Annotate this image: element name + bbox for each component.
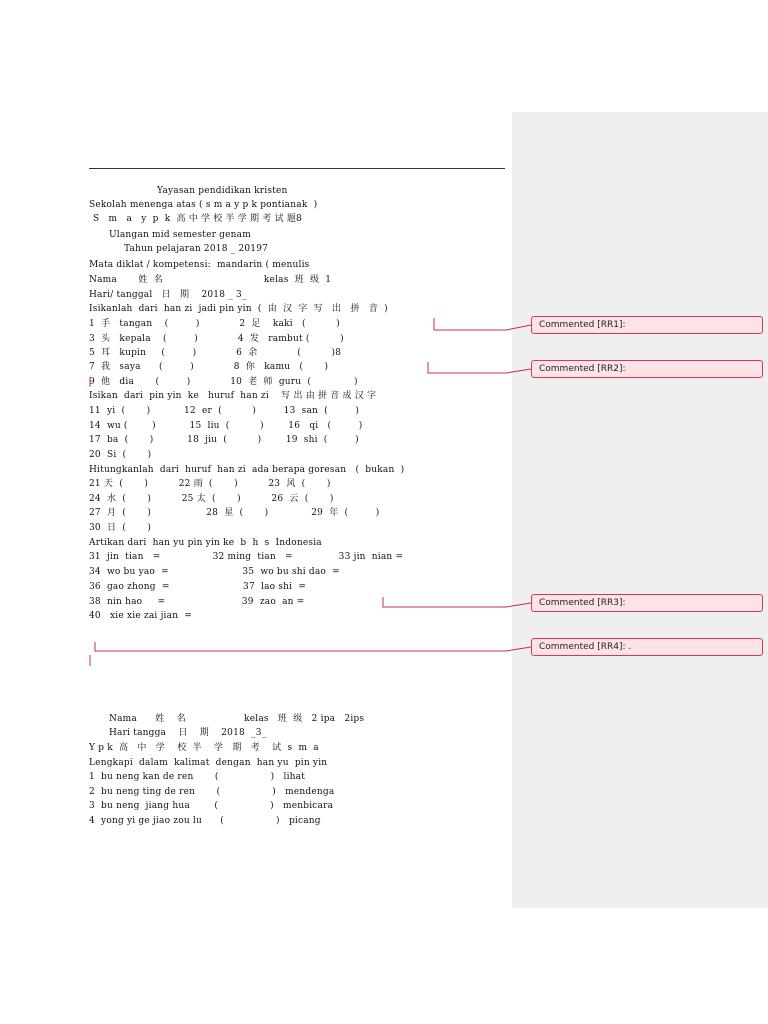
exam-title-2: Y p k 高 中 学 校 半 学 期 考 试 s m a: [89, 743, 319, 753]
name-class-line-2: Nama 姓 名 kelas 班 级 2 ipa 2ips: [109, 714, 365, 724]
connector-rr4: [95, 642, 531, 651]
connector-rr3: [383, 597, 531, 607]
question-row: 1 手 tangan ( ) 2 足 kaki ( ): [89, 319, 340, 329]
section-instruction-2: Lengkapi dalam kalimat dengan han yu pin yin: [89, 758, 328, 768]
question-row: 14 wu ( ) 15 liu ( ) 16 qi ( ): [89, 421, 363, 431]
comment-rr4[interactable]: Commented [RR4]: .: [531, 638, 763, 656]
question-row: 7 我 saya ( ) 8 你 kamu ( ): [89, 362, 329, 372]
name-class-line: Nama 姓 名 kelas 班 级 1: [89, 275, 332, 285]
question-row: 3 头 kepala ( ) 4 发 rambut ( ): [89, 334, 344, 344]
comment-rr3[interactable]: Commented [RR3]:: [531, 594, 763, 612]
date-line-2: Hari tangga 日 期 2018 _3_: [109, 728, 267, 738]
comment-rr1[interactable]: Commented [RR1]:: [531, 316, 763, 334]
question-row: 36 gao zhong = 37 lao shi =: [89, 582, 307, 592]
question-row: 31 jin tian = 32 ming tian = 33 jin nian =: [89, 552, 404, 562]
question-row: 5 耳 kupin ( ) 6 余 ( )8: [89, 348, 342, 358]
question-row: 2 bu neng ting de ren ( ) mendenga: [89, 787, 335, 797]
question-row: 21 天 ( ) 22 雨 ( ) 23 风 ( ): [89, 479, 331, 489]
date-line: Hari/ tanggal 日 期 2018 _ 3_: [89, 290, 247, 300]
question-row: 4 yong yi ge jiao zou lu ( ) picang: [89, 816, 321, 826]
exam-title: S m a y p k 高 中 学 校 半 学 期 考 试 题8: [93, 214, 302, 224]
question-row: 20 Si ( ): [89, 450, 152, 460]
question-row: 30 日 ( ): [89, 523, 152, 533]
subject-line: Mata diklat / kompetensi: mandarin ( menulis: [89, 260, 310, 270]
question-row: 9 他 dia ( ) 10 老 师 guru ( ): [89, 377, 358, 387]
school-foundation: Yayasan pendidikan kristen: [157, 186, 288, 196]
section-3-instruction: Hitungkanlah dari huruf han zi ada berapa goresan ( bukan ): [89, 465, 405, 475]
exam-type: Ulangan mid semester genam: [109, 230, 251, 240]
section-1-instruction: Isikanlah dari han zi jadi pin yin ( 由 汉 字 写 出 拼 音 ): [89, 304, 388, 314]
question-row: 3 bu neng jiang hua ( ) menbicara: [89, 801, 334, 811]
question-row: 38 nin hao = 39 zao an =: [89, 597, 305, 607]
section-4-instruction: Artikan dari han yu pin yin ke b h s Indonesia: [89, 538, 322, 548]
school-name: Sekolah menenga atas ( s m a y p k pontianak ): [89, 200, 318, 210]
question-row: 27 月 ( ) 28 星 ( ) 29 年 ( ): [89, 508, 380, 518]
question-row: 1 bu neng kan de ren ( ) lihat: [89, 772, 306, 782]
question-row: 24 水 ( ) 25 太 ( ) 26 云 ( ): [89, 494, 334, 504]
school-year: Tahun pelajaran 2018 _ 20197: [124, 244, 269, 254]
comments-margin-pane: [512, 112, 768, 908]
header-rule: [89, 168, 505, 169]
section-2-instruction: Isikan dari pin yin ke huruf han zi 写 出 由 拼 音 成 汉 字: [89, 391, 377, 401]
comment-rr2[interactable]: Commented [RR2]:: [531, 360, 763, 378]
question-row: 17 ba ( ) 18 jiu ( ) 19 shi ( ): [89, 435, 359, 445]
question-row: 11 yi ( ) 12 er ( ) 13 san ( ): [89, 406, 360, 416]
question-row: 40 xie xie zai jian =: [89, 611, 193, 621]
question-row: 34 wo bu yao = 35 wo bu shi dao =: [89, 567, 340, 577]
